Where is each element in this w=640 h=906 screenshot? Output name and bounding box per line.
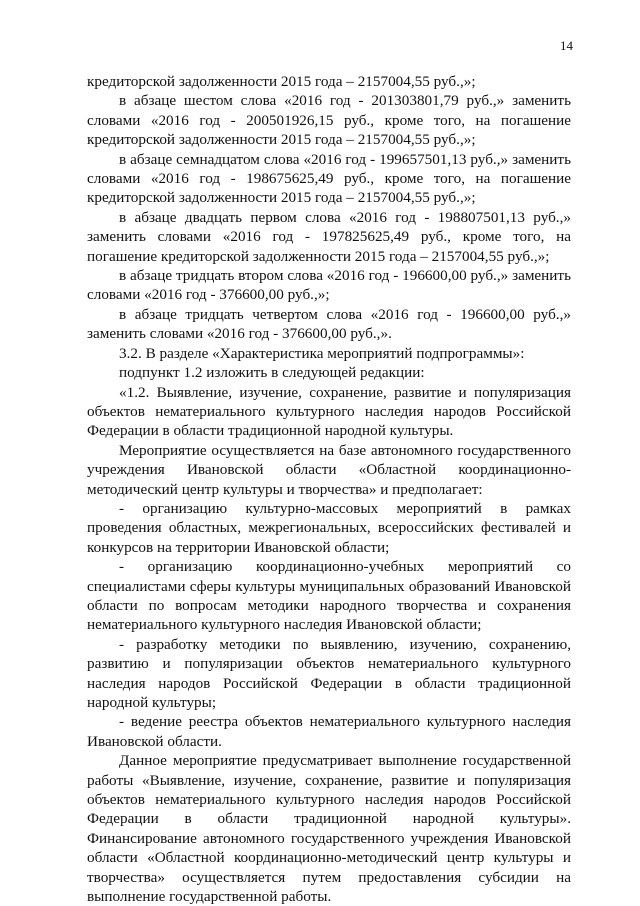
document-body bbox=[87, 72, 571, 906]
paragraph-2: в абзаце шестом слова «2016 год - 201303801,79 руб.,» заменить словами «2016 год - 200501926,15 руб., кроме того, на погашение кредиторской задолженности 2015 года – 2157004,55 руб.,»; bbox=[87, 92, 571, 149]
paragraph-subpoint-intro: подпункт 1.2 изложить в следующей редакции: bbox=[119, 364, 425, 382]
list-item-methodology: - разработку методики по выявлению, изучению, сохранению, развитию и популяризации объектов нематериального культурного наследия народов Российской Федерации в области традиционной народной культуры; bbox=[87, 635, 571, 711]
paragraph-3: в абзаце семнадцатом слова «2016 год - 199657501,13 руб.,» заменить словами «2016 год - 198675625,49 руб., кроме того, на погашение кредиторской задолженности 2015 года – 2157004,55 руб.,»; bbox=[87, 150, 571, 207]
paragraph-4: в абзаце двадцать первом слова «2016 год - 198807501,13 руб.,» заменить словами «2016 год - 197825625,49 руб., кроме того, на погашение кредиторской задолженности 2015 года – 2157004,55 руб.,»; bbox=[87, 208, 571, 265]
paragraph-1: кредиторской задолженности 2015 года – 2157004,55 руб.,»; bbox=[87, 73, 476, 90]
paragraph-1-2-title: «1.2. Выявление, изучение, сохранение, развитие и популяризация объектов нематериального культурного наследия народов Российской Федерации в области традиционной народной культуры. bbox=[87, 383, 571, 440]
page-number: 14 bbox=[560, 38, 573, 53]
paragraph-6: в абзаце тридцать четвертом слова «2016 год - 196600,00 руб.,» заменить словами «2016 год - 376600,00 руб.,». bbox=[87, 305, 571, 343]
list-item-registry: - ведение реестра объектов нематериального культурного наследия Ивановской области. bbox=[87, 713, 571, 750]
list-item-organization-events: - организацию культурно-массовых мероприятий в рамках проведения областных, межрегиональных, всероссийских фестивалей и конкурсов на территории Ивановской области; bbox=[87, 499, 571, 556]
paragraph-financing: Данное мероприятие предусматривает выполнение государственной работы «Выявление, изучение, сохранение, развитие и популяризация объектов нематериального культурного наследия народов Российской Федерации в области традиционной народной культуры». Финансирование автономного государственного учреждения Ивановской области «Областной координационно-методический центр культуры и творчества» осуществляется путем предоставления субсидии на выполнение государственной работы. bbox=[87, 752, 571, 906]
list-item-training-events: - организацию координационно-учебных мероприятий со специалистами сферы культуры муниципальных образований Ивановской области по вопросам методики народного творчества и сохранения нематериального культурного наследия Ивановской области; bbox=[87, 558, 571, 634]
paragraph-measure-basis: Мероприятие осуществляется на базе автономного государственного учреждения Ивановской области «Областной координационно-методический центр культуры и творчества» и предполагает: bbox=[87, 441, 571, 498]
paragraph-5: в абзаце тридцать втором слова «2016 год - 196600,00 руб.,» заменить словами «2016 год - 376600,00 руб.,»; bbox=[87, 267, 571, 304]
section-heading-3-2: 3.2. В разделе «Характеристика мероприятий подпрограммы»: bbox=[119, 344, 525, 362]
